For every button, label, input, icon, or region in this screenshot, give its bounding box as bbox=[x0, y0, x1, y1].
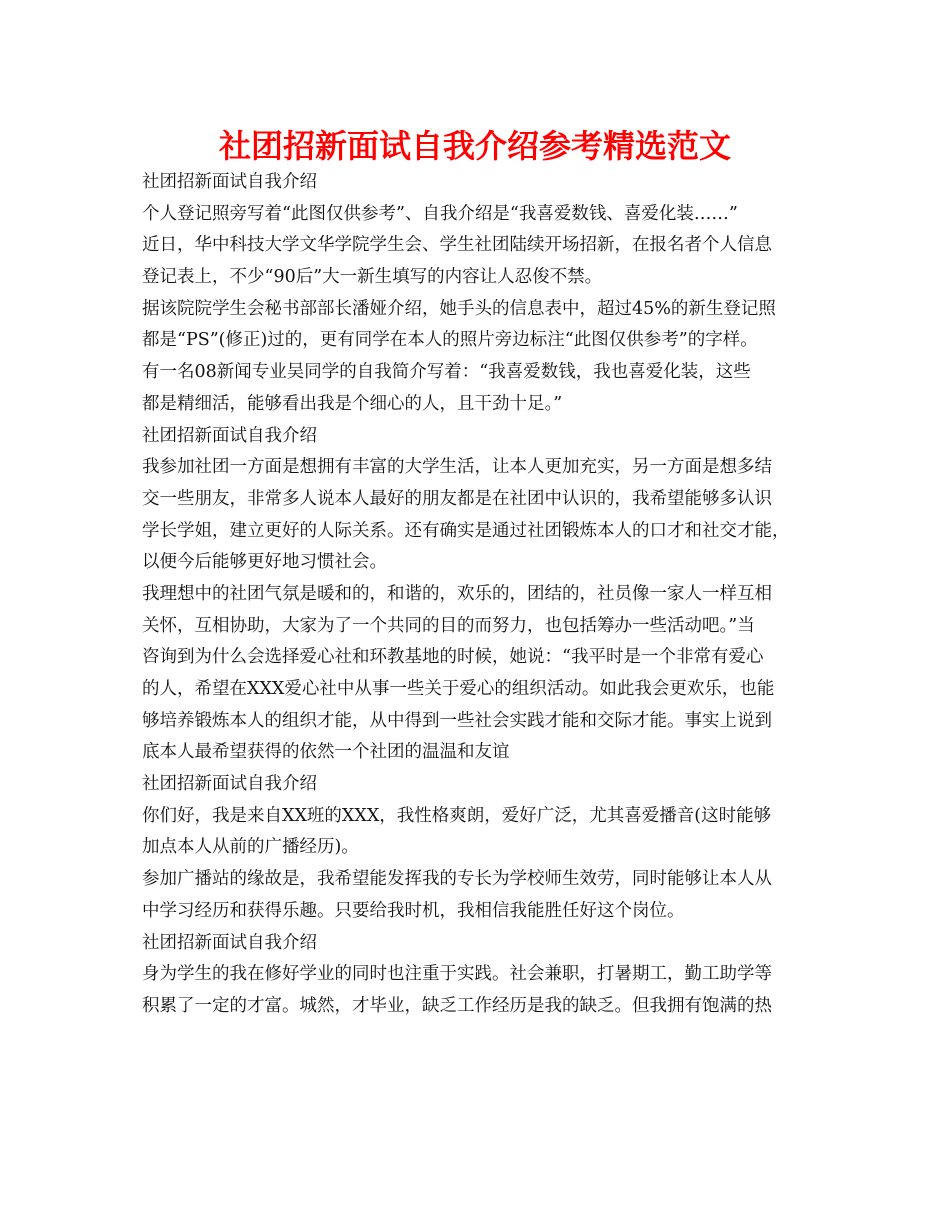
text-line: 加点本人从前的广播经历)。 bbox=[142, 837, 359, 858]
text-line: 都是“PS”(修正)过的，更有同学在本人的照片旁边标注“此图仅供参考”的字样。 bbox=[142, 330, 758, 351]
text-line: 参加广播站的缘故是，我希望能发挥我的专长为学校师生效劳，同时能够让本人从 bbox=[142, 869, 772, 890]
text-line: 咨询到为什么会选择爱心社和环教基地的时候，她说：“我平时是一个非常有爱心 bbox=[142, 647, 764, 668]
text-line: 近日，华中科技大学文华学院学生会、学生社团陆续开场招新，在报名者个人信息 bbox=[142, 235, 772, 256]
text-line: 以便今后能够更好地习惯社会。 bbox=[142, 552, 387, 573]
text-line: 够培养锻炼本人的组织才能，从中得到一些社会实践才能和交际才能。事实上说到 bbox=[142, 710, 772, 731]
text-line: 身为学生的我在修好学业的同时也注重于实践。社会兼职，打暑期工，勤工助学等 bbox=[142, 964, 772, 985]
text-line: 社团招新面试自我介绍 bbox=[142, 425, 317, 446]
text-line: 据该院院学生会秘书部部长潘娅介绍，她手头的信息表中，超过45%的新生登记照 bbox=[142, 298, 776, 319]
text-line: 社团招新面试自我介绍 bbox=[142, 932, 317, 953]
text-line: 学长学姐，建立更好的人际关系。还有确实是通过社团锻炼本人的口才和社交才能， bbox=[142, 520, 790, 541]
text-line: 的人，希望在XXX爱心社中从事一些关于爱心的组织活动。如此我会更欢乐，也能 bbox=[142, 679, 775, 699]
text-line: 都是精细活，能够看出我是个细心的人，且干劲十足。” bbox=[142, 393, 563, 414]
text-line: 中学习经历和获得乐趣。只要给我时机，我相信我能胜任好这个岗位。 bbox=[142, 900, 685, 921]
text-line: 个人登记照旁写着“此图仅供参考”、自我介绍是“我喜爱数钱、喜爱化装……” bbox=[142, 203, 738, 224]
text-line: 积累了一定的才富。城然，才毕业，缺乏工作经历是我的缺乏。但我拥有饱满的热 bbox=[142, 995, 772, 1016]
text-line: 社团招新面试自我介绍 bbox=[142, 172, 317, 192]
text-line: 我理想中的社团气氛是暖和的，和谐的，欢乐的，团结的，社员像一家人一样互相 bbox=[142, 583, 772, 604]
text-line: 关怀，互相协助，大家为了一个共同的目的而努力，也包括筹办一些活动吧。”当 bbox=[142, 615, 755, 636]
text-line: 交一些朋友，非常多人说本人最好的朋友都是在社团中认识的，我希望能够多认识 bbox=[142, 488, 772, 509]
text-line: 有一名08新闻专业吴同学的自我简介写着：“我喜爱数钱，我也喜爱化装，这些 bbox=[142, 362, 751, 383]
document-body bbox=[142, 167, 842, 1023]
text-line: 我参加社团一方面是想拥有丰富的大学生活，让本人更加充实，另一方面是想多结 bbox=[142, 457, 772, 478]
text-line: 底本人最希望获得的依然一个社团的温温和友谊 bbox=[142, 742, 510, 763]
document-title: 社团招新面试自我介绍参考精选范文 bbox=[218, 127, 731, 165]
text-line: 登记表上，不少“90后”大一新生填写的内容让人忍俊不禁。 bbox=[142, 267, 603, 288]
text-line: 社团招新面试自我介绍 bbox=[142, 774, 317, 795]
text-line: 你们好，我是来自XX班的XXX，我性格爽朗，爱好广泛，尤其喜爱播音(这时能够 bbox=[142, 805, 772, 826]
